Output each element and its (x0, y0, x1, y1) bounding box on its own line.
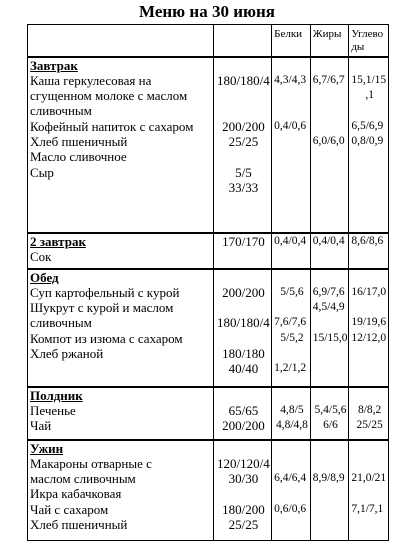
section-title: Завтрак (30, 57, 78, 73)
carbs-cell (349, 57, 389, 233)
portion: 120/120/4 (217, 455, 270, 471)
fats: 5,4/5,6 (314, 403, 347, 416)
dish: Хлеб пшеничный (30, 133, 128, 149)
fats: 15/15,0 (312, 331, 348, 344)
carbs: 12/12,0 (351, 331, 387, 344)
portion: 180/180/4 (217, 315, 270, 331)
carbs: 7,1/7,1 (351, 502, 384, 515)
dish: Хлеб ржаной (30, 345, 104, 361)
header-carbs: Углево ды (349, 25, 389, 57)
portion: 30/30 (228, 471, 259, 487)
section-title: Обед (30, 269, 59, 285)
dish-cell (28, 57, 214, 233)
dish: Макароны отварные с (30, 455, 152, 471)
header-portion (213, 25, 271, 57)
carbs-cell (349, 233, 389, 269)
portion: 200/200 (222, 118, 265, 134)
header-dish (28, 25, 214, 57)
proteins: 0,4/0,6 (274, 119, 307, 132)
proteins-cell (272, 233, 311, 269)
portion: 65/65 (228, 402, 259, 418)
fats: 6,9/7,6 (312, 285, 345, 298)
carbs: 8,6/8,6 (351, 234, 384, 247)
fats-cell (310, 269, 349, 387)
dish: Шукрут с курой и маслом (30, 300, 174, 316)
fats: 6,7/6,7 (312, 73, 345, 86)
proteins: 7,6/7,6 (274, 316, 307, 329)
carbs: 16/17,0 (351, 285, 387, 298)
header-fats: Жиры (310, 25, 349, 57)
fats: 6/6 (323, 419, 338, 432)
section-title: Полдник (30, 387, 83, 403)
fats-cell (310, 387, 349, 440)
page-title: Меню на 30 июня (139, 2, 275, 21)
dish: Чай (30, 418, 52, 434)
proteins: 4,8/4,8 (275, 419, 308, 432)
carbs-cell (349, 269, 389, 387)
proteins: 5/5,6 (280, 285, 304, 298)
carbs: 0,8/0,9 (351, 134, 384, 147)
portion: 170/170 (222, 233, 265, 249)
proteins-cell (272, 387, 311, 440)
dish: Хлеб пшеничный (30, 516, 128, 532)
dish: Чай с сахаром (30, 501, 109, 517)
carbs: ,1 (365, 89, 374, 102)
dish-cell (28, 269, 214, 387)
portion: 180/180/4 (217, 72, 270, 88)
fats: 4,5/4,9 (312, 301, 345, 314)
proteins: 6,4/6,4 (274, 472, 307, 485)
fats-cell (310, 233, 349, 269)
proteins: 1,2/1,2 (274, 362, 307, 375)
dish: Кофейный напиток с сахаром (30, 118, 194, 134)
header-proteins: Белки (272, 25, 311, 57)
proteins: 5/5,2 (280, 331, 304, 344)
dish: Компот из изюма с сахаром (30, 330, 183, 346)
dish: сгущенном молоке с маслом (30, 88, 188, 104)
portion-cell (213, 440, 271, 541)
carbs-cell (349, 387, 389, 440)
dish: сливочным (30, 315, 92, 331)
proteins-cell (272, 269, 311, 387)
portion: 180/180 (222, 345, 265, 361)
dish: сливочным (30, 103, 92, 119)
header-row (28, 25, 389, 57)
dish: Икра кабачковая (30, 486, 122, 502)
portion: 200/200 (222, 418, 265, 434)
carbs: 21,0/21 (351, 472, 387, 485)
portion: 5/5 (235, 164, 252, 180)
dish: Сок (30, 248, 52, 264)
dish: маслом сливочным (30, 471, 136, 487)
fats-cell (310, 440, 349, 541)
proteins: 0,4/0,4 (274, 234, 307, 247)
proteins: 4,8/5 (280, 403, 304, 416)
dish: Сыр (30, 164, 54, 180)
section-second-breakfast (28, 233, 389, 269)
portion: 180/200 (222, 501, 265, 517)
carbs: 8/8,2 (357, 403, 382, 416)
carbs: 6,5/6,9 (351, 119, 384, 132)
section-lunch (28, 269, 389, 387)
portion: 25/25 (228, 516, 259, 532)
portion: 40/40 (228, 361, 259, 377)
section-breakfast (28, 57, 389, 233)
dish-cell (28, 440, 214, 541)
dish-cell (28, 387, 214, 440)
fats: 0,4/0,4 (312, 234, 345, 247)
portion-cell (213, 233, 271, 269)
dish: Масло сливочное (30, 149, 127, 165)
dish-cell (28, 233, 214, 269)
section-dinner (28, 440, 389, 541)
proteins-cell (272, 440, 311, 541)
portion-cell (213, 269, 271, 387)
fats-cell (310, 57, 349, 233)
carbs: 19/19,6 (351, 316, 387, 329)
section-title: Ужин (30, 440, 64, 456)
menu-table (27, 24, 389, 541)
fats: 8,9/8,9 (312, 472, 345, 485)
proteins: 4,3/4,3 (274, 73, 307, 86)
dish: Суп картофельный с курой (30, 284, 180, 300)
carbs: 15,1/15 (351, 73, 387, 86)
proteins-cell (272, 57, 311, 233)
portion: 25/25 (228, 133, 259, 149)
portion: 33/33 (228, 179, 259, 195)
section-snack (28, 387, 389, 440)
dish: Печенье (30, 402, 76, 418)
carbs: 25/25 (356, 419, 383, 432)
dish: Каша геркулесовая на (30, 72, 152, 88)
fats: 6,0/6,0 (312, 134, 345, 147)
proteins: 0,6/0,6 (274, 502, 307, 515)
section-title: 2 завтрак (30, 233, 86, 249)
portion-cell (213, 57, 271, 233)
carbs-cell (349, 440, 389, 541)
portion-cell (213, 387, 271, 440)
portion: 200/200 (222, 284, 265, 300)
